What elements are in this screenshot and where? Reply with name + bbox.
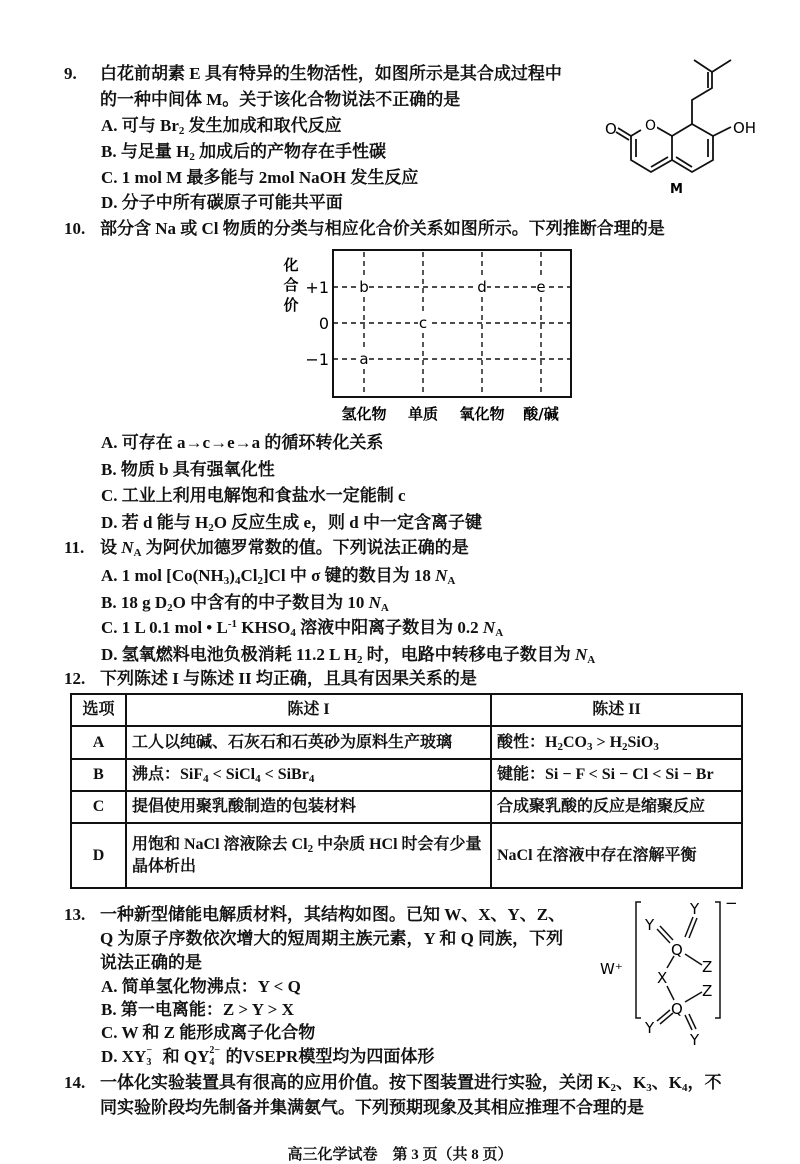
question-9-option-b: B. 与足量 $H_2$ 加成后的产物存在手性碳 [101, 142, 387, 163]
row-statement-1: 沸点：SiF$_4$ < SiCl$_4$ < SiBr$_4$ [126, 759, 491, 791]
atom-y: Y [645, 1019, 655, 1037]
question-12-number: 12. [64, 669, 86, 688]
charge-label: − [725, 894, 738, 912]
row-statement-1: 提倡使用聚乳酸制造的包装材料 [126, 791, 491, 823]
header-option: 选项 [71, 694, 126, 726]
question-9-option-a: A. 可与 $Br_2$ 发生加成和取代反应 [101, 116, 342, 137]
question-11-number: 11. [64, 538, 85, 557]
header-statement-2: 陈述 II [491, 694, 742, 726]
row-option: B [71, 759, 126, 791]
question-11-option-c: C. 1 L 0.1 mol • $L^{-1}$ $KHSO_4$ 溶液中阳离子数目为 0.2 $N_A$ [101, 618, 504, 639]
question-9-stem: 白花前胡素 E 具有特异的生物活性，如图所示是其合成过程中 [100, 64, 562, 83]
atom-x: X [657, 969, 668, 987]
atom-z: Z [702, 958, 713, 976]
category-label: 氧化物 [459, 405, 505, 423]
valence-tick-label: −1 [305, 350, 329, 369]
question-10-number: 10. [64, 219, 86, 238]
question-10-option-c: C. 工业上利用电解饱和食盐水一定能制 c [101, 486, 406, 505]
valence-tick-label: 0 [318, 314, 329, 333]
valence-classification-diagram [0, 0, 800, 430]
carbonyl-oxygen-label: O [605, 120, 617, 138]
atom-q: Q [671, 941, 683, 959]
table-header-row [71, 694, 742, 726]
row-option: C [71, 791, 126, 823]
atom-y: Y [690, 1031, 700, 1049]
point-e: e [536, 278, 546, 296]
question-13-stem: 说法正确的是 [100, 953, 202, 972]
point-b: b [359, 278, 369, 296]
atom-z: Z [702, 982, 713, 1000]
question-13-stem: Q 为原子序数依次增大的短周期主族元素，Y 和 Q 同族，下列 [100, 929, 564, 948]
statement-table [70, 693, 743, 889]
row-statement-1: 用饱和 NaCl 溶液除去 $Cl_2$ 中杂质 HCl 时会有少量晶体析出 [126, 823, 491, 888]
y-axis-title-char: 价 [283, 296, 299, 314]
question-14-stem: 同实验阶段均先制备并集满氨气。下列预期现象及其相应推理不合理的是 [100, 1098, 644, 1117]
atom-y: Y [645, 916, 655, 934]
hydroxyl-label: OH [733, 119, 757, 137]
question-11-option-b: B. 18 g $D_2O$ 中含有的中子数目为 10 $N_A$ [101, 593, 389, 614]
question-10-stem: 部分含 Na 或 Cl 物质的分类与相应化合价关系如图所示。下列推断合理的是 [100, 219, 665, 238]
question-12-stem: 下列陈述 I 与陈述 II 均正确，且具有因果关系的是 [100, 669, 477, 688]
table-row [71, 759, 742, 791]
atom-y: Y [690, 900, 700, 918]
table-row [71, 726, 742, 759]
point-d: d [477, 278, 487, 296]
question-11-option-d: D. 氢氧燃料电池负极消耗 11.2 L $H_2$ 时，电路中转移电子数目为 $N_A$ [101, 645, 596, 666]
header-statement-1: 陈述 I [126, 694, 491, 726]
page-footer: 高三化学试卷 第 3 页（共 8 页） [287, 1147, 513, 1163]
y-axis-title-char: 合 [283, 276, 299, 294]
question-11-option-a: A. 1 mol $[Co(NH_3)_4Cl_2]Cl$ 中 σ 键的数目为 18 $N_A$ [101, 566, 456, 587]
question-9-option-c: C. 1 mol M 最多能与 2mol NaOH 发生反应 [101, 168, 419, 187]
electrolyte-structure [0, 890, 800, 1050]
valence-tick-label: +1 [305, 278, 329, 297]
cation-label: W⁺ [600, 960, 623, 978]
row-statement-2: 键能：Si − F < Si − Cl < Si − Br [491, 759, 742, 791]
y-axis-title-char: 化 [283, 256, 299, 274]
molecule-name-label: M [670, 182, 683, 197]
row-option: D [71, 823, 126, 888]
question-13-option-c: C. W 和 Z 能形成离子化合物 [101, 1023, 316, 1042]
question-10-option-a: A. 可存在 a→c→e→a 的循环转化关系 [101, 433, 384, 452]
table-row [71, 791, 742, 823]
category-label: 单质 [407, 405, 439, 423]
ring-oxygen-label: O [645, 118, 657, 134]
question-9-option-d: D. 分子中所有碳原子可能共平面 [101, 193, 343, 212]
category-label: 酸/碱 [523, 405, 559, 423]
question-14-number: 14. [64, 1073, 86, 1092]
category-label: 氢化物 [341, 405, 387, 423]
question-11-stem: 设 $N_A$ 为阿伏加德罗常数的值。下列说法正确的是 [100, 538, 469, 559]
point-a: a [359, 350, 369, 368]
row-statement-2: 酸性：$H_2CO_3 > H_2SiO_3$ [491, 726, 742, 759]
question-13-stem: 一种新型储能电解质材料，其结构如图。已知 W、X、Y、Z、 [100, 905, 566, 924]
table-row [71, 823, 742, 888]
question-13-option-a: A. 简单氢化物沸点：Y < Q [101, 977, 301, 996]
question-10-option-d: D. 若 d 能与 $H_2O$ 反应生成 e，则 d 中一定含离子键 [101, 513, 482, 534]
question-9-number: 9. [64, 64, 77, 83]
row-statement-2: 合成聚乳酸的反应是缩聚反应 [491, 791, 742, 823]
question-10-option-b: B. 物质 b 具有强氧化性 [101, 460, 275, 479]
question-13-option-d: D. XY − 3 和 QY 2− 4 的VSEPR模型均为四面体形 [101, 1045, 435, 1068]
question-13-number: 13. [64, 905, 86, 924]
question-13-option-b: B. 第一电离能：Z > Y > X [101, 1000, 294, 1019]
question-14-stem: 一体化实验装置具有很高的应用价值。按下图装置进行实验，关闭 $K_2$、$K_3$、$K_4$，不 [100, 1073, 722, 1094]
row-statement-1: 工人以纯碱、石灰石和石英砂为原料生产玻璃 [126, 726, 491, 759]
question-9-stem: 的一种中间体 M。关于该化合物说法不正确的是 [100, 90, 461, 109]
point-c: c [418, 314, 428, 332]
row-option: A [71, 726, 126, 759]
row-statement-2: NaCl 在溶液中存在溶解平衡 [491, 823, 742, 888]
atom-q: Q [671, 1000, 683, 1018]
